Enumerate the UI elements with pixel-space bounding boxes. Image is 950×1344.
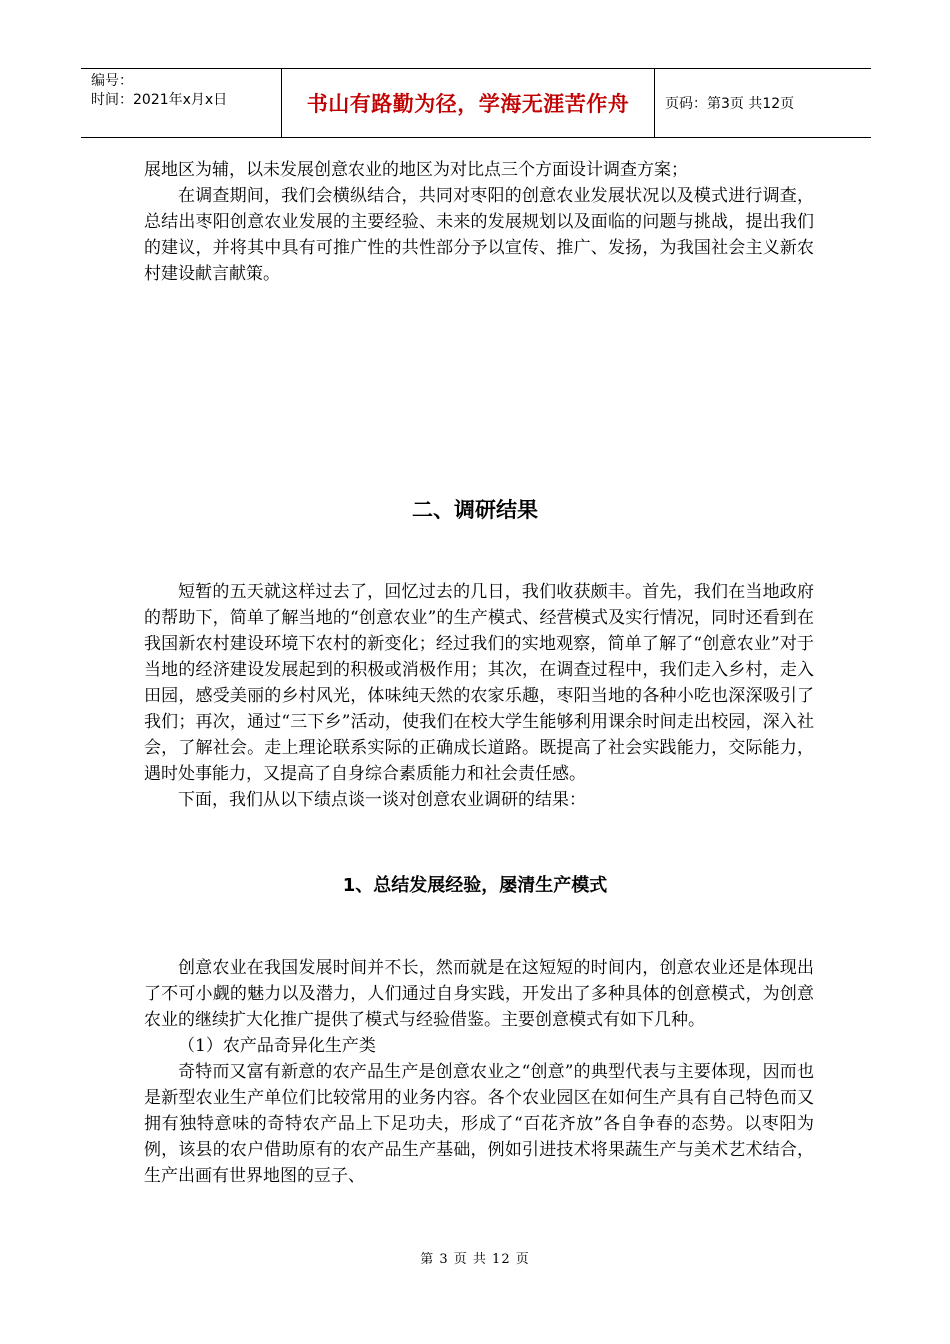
paragraph: 短暂的五天就这样过去了，回忆过去的几日，我们收获颇丰。首先，我们在当地政府的帮助下，简单了解当地的“创意农业”的生产模式、经营模式及实行情况，同时还看到在我国新农村建设环境下农村的新变化；经过我们的实地观察，简单了解了“创意农业”对于当地的经济建设发展起到的积极或消极作用；其次，在调查过程中，我们走入乡村，走入田园，感受美丽的乡村风光，体味纯天然的农家乐趣，枣阳当地的各种小吃也深深吸引了我们；再次，通过“三下乡”活动，使我们在校大学生能够利用课余时间走出校园，深入社会，了解社会。走上理论联系实际的正确成长道路。既提高了社会实践能力，交际能力，遇时处事能力，又提高了自身综合素质能力和社会责任感。 [144, 582, 814, 784]
header-time: 时间：2021年x月x日 [91, 92, 228, 108]
paragraph: 下面，我们从以下绩点谈一谈对创意农业调研的结果： [178, 790, 586, 810]
page-header [81, 68, 871, 138]
paragraph: 创意农业在我国发展时间并不长，然而就是在这短短的时间内，创意农业还是体现出了不可小觑的魅力以及潜力，人们通过自身实践，开发出了多种具体的创意模式，为创意农业的继续扩大化推广提供了模式与经验借鉴。主要创意模式有如下几种。 [144, 958, 814, 1030]
paragraph: 展地区为辅，以未发展创意农业的地区为对比点三个方面设计调查方案； [144, 160, 688, 180]
experience-section [144, 955, 814, 1189]
page-footer: 第 3 页 共 12 页 [420, 1252, 530, 1267]
intro-section [144, 157, 814, 287]
header-number: 编号： [91, 73, 133, 89]
results-section [144, 579, 814, 813]
header-meta [81, 69, 282, 137]
section-heading: 二、调研结果 [412, 498, 538, 522]
paragraph: 奇特而又富有新意的农产品生产是创意农业之“创意”的典型代表与主要体现，因而也是新型农业生产单位们比较常用的业务内容。各个农业园区在如何生产具有自己特色而又拥有独特意味的奇特农产品上下足功夫，形成了“百花齐放”各自争春的态势。以枣阳为例，该县的农户借助原有的农产品生产基础，例如引进技术将果蔬生产与美术艺术结合，生产出画有世界地图的豆子、 [144, 1062, 814, 1186]
subsection-heading: 1、总结发展经验，屡清生产模式 [342, 875, 608, 896]
list-heading: （1）农产品奇异化生产类 [178, 1036, 376, 1056]
header-page-number: 页码：第3页 共12页 [665, 96, 795, 112]
paragraph: 在调查期间，我们会横纵结合，共同对枣阳的创意农业发展状况以及模式进行调查，总结出枣阳创意农业发展的主要经验、未来的发展规划以及面临的问题与挑战，提出我们的建议，并将其中具有可推广性的共性部分予以宣传、推广、发扬，为我国社会主义新农村建设献言献策。 [144, 186, 814, 284]
header-motto: 书山有路勤为径，学海无涯苦作舟 [282, 69, 655, 137]
